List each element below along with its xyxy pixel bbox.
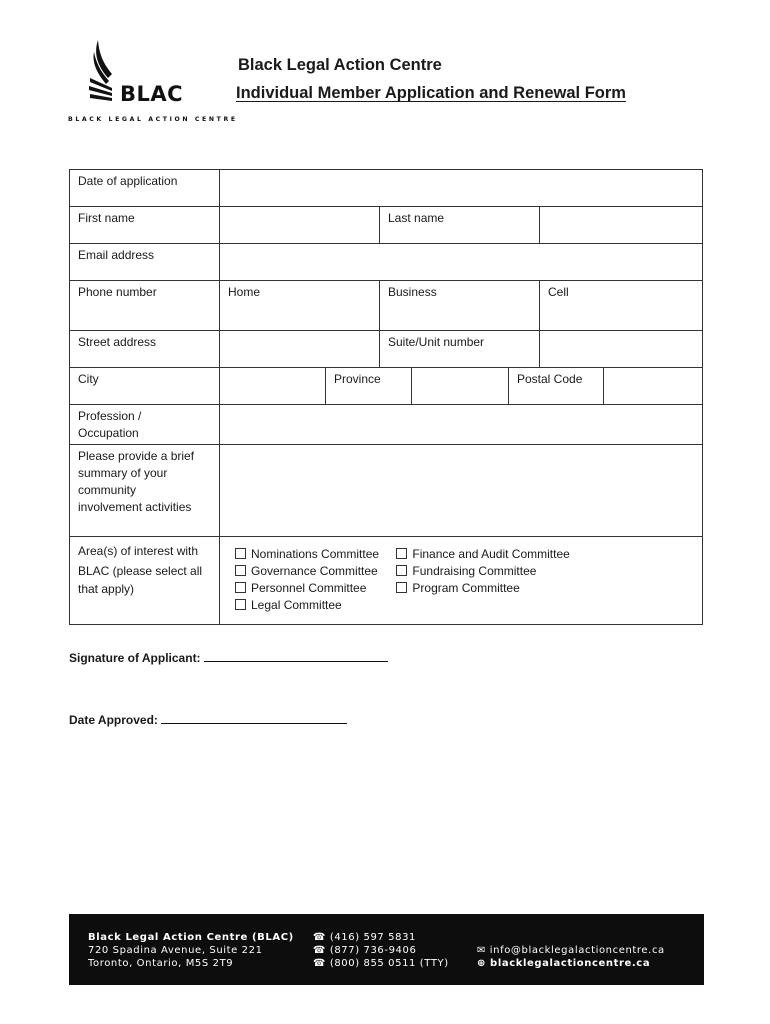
first-name-field[interactable]: [220, 207, 380, 244]
checkbox-icon: [396, 548, 407, 559]
footer-phones: [313, 931, 449, 970]
legal-checkbox[interactable]: Legal Committee: [235, 597, 379, 614]
row-street-address: [70, 331, 703, 368]
business-phone-field[interactable]: [380, 281, 540, 331]
finance-audit-checkbox[interactable]: Finance and Audit Committee: [396, 546, 569, 563]
governance-checkbox[interactable]: Governance Committee: [235, 563, 379, 580]
city-label: City: [70, 368, 220, 405]
application-form-table: [69, 169, 703, 625]
date-approved-label: Date Approved:: [69, 713, 158, 727]
footer-web: [477, 944, 665, 970]
home-phone-field[interactable]: [220, 281, 380, 331]
province-label: Province: [326, 368, 412, 405]
street-address-label: Street address: [70, 331, 220, 368]
signature-label: Signature of Applicant:: [69, 651, 201, 665]
checkbox-icon: [396, 565, 407, 576]
footer-email[interactable]: ✉ info@blacklegalactioncentre.ca: [477, 945, 665, 956]
postal-code-field[interactable]: [604, 368, 703, 405]
phone-label: Phone number: [70, 281, 220, 331]
city-field[interactable]: [220, 368, 326, 405]
email-field[interactable]: [220, 244, 703, 281]
footer-address-line-2: Toronto, Ontario, M5S 2T9: [88, 958, 234, 969]
footer-phone-2: ☎ (877) 736-9406: [313, 945, 417, 956]
row-profession: [70, 405, 703, 445]
org-title: Black Legal Action Centre: [238, 56, 442, 74]
province-field[interactable]: [412, 368, 509, 405]
footer-phone-1: ☎ (416) 597 5831: [313, 932, 417, 943]
signature-line[interactable]: [204, 650, 388, 662]
areas-of-interest-label: Area(s) of interest with BLAC (please select all that apply): [70, 537, 220, 625]
footer-phone-3: ☎ (800) 855 0511 (TTY): [313, 958, 449, 969]
date-approved-line[interactable]: [161, 712, 347, 724]
checkbox-icon: [235, 565, 246, 576]
checkbox-icon: [396, 582, 407, 593]
postal-code-label: Postal Code: [509, 368, 604, 405]
community-summary-field[interactable]: [220, 445, 703, 537]
street-address-field[interactable]: [220, 331, 380, 368]
suite-field[interactable]: [540, 331, 703, 368]
last-name-label: Last name: [380, 207, 540, 244]
logo-text: BLAC: [120, 82, 184, 106]
profession-field[interactable]: [220, 405, 703, 445]
email-label: Email address: [70, 244, 220, 281]
checkbox-icon: [235, 582, 246, 593]
row-email: [70, 244, 703, 281]
row-city: [70, 368, 703, 405]
date-of-application-field[interactable]: [220, 170, 703, 207]
date-of-application-label: Date of application: [70, 170, 220, 207]
personnel-checkbox[interactable]: Personnel Committee: [235, 580, 379, 597]
date-approved: [69, 712, 347, 727]
cell-phone-field[interactable]: [540, 281, 703, 331]
checkbox-icon: [235, 548, 246, 559]
committee-column-left: [235, 546, 379, 614]
logo-tagline: BLACK LEGAL ACTION CENTRE: [68, 116, 238, 123]
row-phone: [70, 281, 703, 331]
cell-phone-label: Cell: [548, 285, 569, 299]
row-name: [70, 207, 703, 244]
committee-options: [220, 537, 703, 625]
community-summary-label: Please provide a brief summary of your community involvement activities: [70, 445, 220, 537]
row-date-of-application: [70, 170, 703, 207]
suite-label: Suite/Unit number: [380, 331, 540, 368]
fundraising-checkbox[interactable]: Fundraising Committee: [396, 563, 569, 580]
footer-address-line-1: 720 Spadina Avenue, Suite 221: [88, 945, 263, 956]
profession-label: Profession / Occupation: [70, 405, 220, 445]
committee-column-right: [396, 546, 569, 597]
row-community-summary: [70, 445, 703, 537]
business-phone-label: Business: [388, 285, 437, 299]
footer-org-name: Black Legal Action Centre (BLAC): [88, 932, 294, 943]
program-checkbox[interactable]: Program Committee: [396, 580, 569, 597]
footer-address: [88, 931, 294, 970]
checkbox-icon: [235, 599, 246, 610]
signature-of-applicant: [69, 650, 388, 665]
last-name-field[interactable]: [540, 207, 703, 244]
home-phone-label: Home: [228, 285, 261, 299]
nominations-checkbox[interactable]: Nominations Committee: [235, 546, 379, 563]
footer-website[interactable]: ⊕ blacklegalactioncentre.ca: [477, 958, 651, 969]
first-name-label: First name: [70, 207, 220, 244]
footer-contact-bar: [69, 914, 704, 985]
form-title: Individual Member Application and Renewal Form: [236, 84, 626, 102]
row-areas-of-interest: [70, 537, 703, 625]
blac-logo: [66, 38, 238, 128]
